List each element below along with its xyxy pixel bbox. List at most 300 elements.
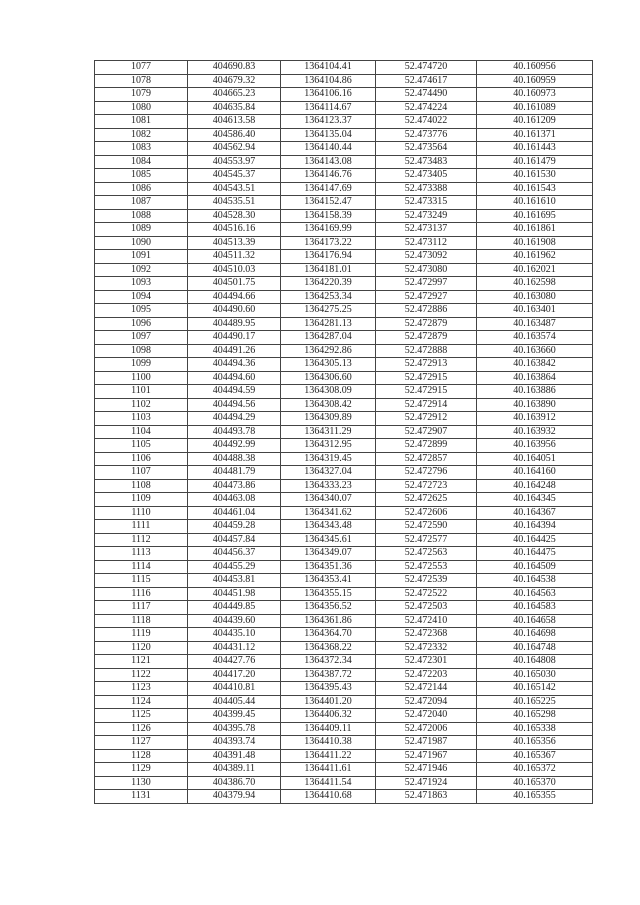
y-coordinate-cell: 1364406.32	[281, 709, 376, 723]
point-number-cell: 1115	[95, 574, 188, 588]
point-number-cell: 1088	[95, 209, 188, 223]
table-row	[95, 209, 593, 223]
table-row	[95, 655, 593, 669]
longitude-cell: 40.160956	[477, 61, 593, 75]
point-number-cell: 1128	[95, 749, 188, 763]
y-coordinate-cell: 1364169.99	[281, 223, 376, 237]
x-coordinate-cell: 404679.32	[188, 74, 281, 88]
latitude-cell: 52.472857	[376, 452, 477, 466]
table-row	[95, 88, 593, 102]
point-number-cell: 1112	[95, 533, 188, 547]
y-coordinate-cell: 1364106.16	[281, 88, 376, 102]
latitude-cell: 52.472997	[376, 277, 477, 291]
table-row	[95, 182, 593, 196]
x-coordinate-cell: 404494.36	[188, 358, 281, 372]
point-number-cell: 1126	[95, 722, 188, 736]
table-row	[95, 628, 593, 642]
point-number-cell: 1095	[95, 304, 188, 318]
latitude-cell: 52.472606	[376, 506, 477, 520]
latitude-cell: 52.474022	[376, 115, 477, 129]
x-coordinate-cell: 404405.44	[188, 695, 281, 709]
point-number-cell: 1105	[95, 439, 188, 453]
x-coordinate-cell: 404461.04	[188, 506, 281, 520]
table-row	[95, 155, 593, 169]
y-coordinate-cell: 1364327.04	[281, 466, 376, 480]
latitude-cell: 52.471987	[376, 736, 477, 750]
longitude-cell: 40.161610	[477, 196, 593, 210]
longitude-cell: 40.164509	[477, 560, 593, 574]
longitude-cell: 40.165225	[477, 695, 593, 709]
y-coordinate-cell: 1364176.94	[281, 250, 376, 264]
x-coordinate-cell: 404494.29	[188, 412, 281, 426]
table-row	[95, 722, 593, 736]
x-coordinate-cell: 404501.75	[188, 277, 281, 291]
longitude-cell: 40.163660	[477, 344, 593, 358]
table-row	[95, 371, 593, 385]
table-row	[95, 142, 593, 156]
y-coordinate-cell: 1364158.39	[281, 209, 376, 223]
longitude-cell: 40.164658	[477, 614, 593, 628]
latitude-cell: 52.472879	[376, 331, 477, 345]
latitude-cell: 52.474224	[376, 101, 477, 115]
x-coordinate-cell: 404435.10	[188, 628, 281, 642]
latitude-cell: 52.473112	[376, 236, 477, 250]
longitude-cell: 40.164475	[477, 547, 593, 561]
longitude-cell: 40.164051	[477, 452, 593, 466]
table-row	[95, 385, 593, 399]
table-row	[95, 763, 593, 777]
x-coordinate-cell: 404463.08	[188, 493, 281, 507]
longitude-cell: 40.160959	[477, 74, 593, 88]
longitude-cell: 40.161861	[477, 223, 593, 237]
longitude-cell: 40.161089	[477, 101, 593, 115]
longitude-cell: 40.163886	[477, 385, 593, 399]
y-coordinate-cell: 1364312.95	[281, 439, 376, 453]
table-row	[95, 196, 593, 210]
y-coordinate-cell: 1364410.68	[281, 790, 376, 804]
point-number-cell: 1099	[95, 358, 188, 372]
latitude-cell: 52.473388	[376, 182, 477, 196]
x-coordinate-cell: 404535.51	[188, 196, 281, 210]
x-coordinate-cell: 404488.38	[188, 452, 281, 466]
point-number-cell: 1086	[95, 182, 188, 196]
latitude-cell: 52.472886	[376, 304, 477, 318]
x-coordinate-cell: 404453.81	[188, 574, 281, 588]
point-number-cell: 1116	[95, 587, 188, 601]
x-coordinate-cell: 404516.16	[188, 223, 281, 237]
point-number-cell: 1106	[95, 452, 188, 466]
x-coordinate-cell: 404545.37	[188, 169, 281, 183]
point-number-cell: 1120	[95, 641, 188, 655]
x-coordinate-cell: 404492.99	[188, 439, 281, 453]
point-number-cell: 1104	[95, 425, 188, 439]
x-coordinate-cell: 404455.29	[188, 560, 281, 574]
table-row	[95, 493, 593, 507]
longitude-cell: 40.164748	[477, 641, 593, 655]
latitude-cell: 52.471924	[376, 776, 477, 790]
point-number-cell: 1091	[95, 250, 188, 264]
point-number-cell: 1101	[95, 385, 188, 399]
y-coordinate-cell: 1364146.76	[281, 169, 376, 183]
longitude-cell: 40.164394	[477, 520, 593, 534]
table-row	[95, 574, 593, 588]
table-row	[95, 304, 593, 318]
latitude-cell: 52.473249	[376, 209, 477, 223]
longitude-cell: 40.161479	[477, 155, 593, 169]
x-coordinate-cell: 404586.40	[188, 128, 281, 142]
latitude-cell: 52.474490	[376, 88, 477, 102]
longitude-cell: 40.165355	[477, 790, 593, 804]
point-number-cell: 1089	[95, 223, 188, 237]
point-number-cell: 1114	[95, 560, 188, 574]
y-coordinate-cell: 1364356.52	[281, 601, 376, 615]
longitude-cell: 40.164345	[477, 493, 593, 507]
latitude-cell: 52.474617	[376, 74, 477, 88]
table-row	[95, 533, 593, 547]
point-number-cell: 1121	[95, 655, 188, 669]
longitude-cell: 40.163864	[477, 371, 593, 385]
y-coordinate-cell: 1364104.86	[281, 74, 376, 88]
table-row	[95, 358, 593, 372]
y-coordinate-cell: 1364345.61	[281, 533, 376, 547]
x-coordinate-cell: 404459.28	[188, 520, 281, 534]
y-coordinate-cell: 1364343.48	[281, 520, 376, 534]
latitude-cell: 52.472553	[376, 560, 477, 574]
x-coordinate-cell: 404473.86	[188, 479, 281, 493]
point-number-cell: 1093	[95, 277, 188, 291]
x-coordinate-cell: 404431.12	[188, 641, 281, 655]
latitude-cell: 52.472094	[376, 695, 477, 709]
table-row	[95, 736, 593, 750]
latitude-cell: 52.473315	[376, 196, 477, 210]
point-number-cell: 1129	[95, 763, 188, 777]
longitude-cell: 40.164538	[477, 574, 593, 588]
longitude-cell: 40.161209	[477, 115, 593, 129]
y-coordinate-cell: 1364372.34	[281, 655, 376, 669]
table-row	[95, 169, 593, 183]
x-coordinate-cell: 404490.60	[188, 304, 281, 318]
y-coordinate-cell: 1364104.41	[281, 61, 376, 75]
longitude-cell: 40.161443	[477, 142, 593, 156]
y-coordinate-cell: 1364308.42	[281, 398, 376, 412]
latitude-cell: 52.472040	[376, 709, 477, 723]
table-row	[95, 479, 593, 493]
longitude-cell: 40.163912	[477, 412, 593, 426]
point-number-cell: 1096	[95, 317, 188, 331]
point-number-cell: 1081	[95, 115, 188, 129]
latitude-cell: 52.474720	[376, 61, 477, 75]
y-coordinate-cell: 1364140.44	[281, 142, 376, 156]
table-row	[95, 601, 593, 615]
y-coordinate-cell: 1364308.09	[281, 385, 376, 399]
latitude-cell: 52.473564	[376, 142, 477, 156]
table-row	[95, 776, 593, 790]
point-number-cell: 1084	[95, 155, 188, 169]
y-coordinate-cell: 1364135.04	[281, 128, 376, 142]
x-coordinate-cell: 404456.37	[188, 547, 281, 561]
y-coordinate-cell: 1364275.25	[281, 304, 376, 318]
point-number-cell: 1098	[95, 344, 188, 358]
longitude-cell: 40.163890	[477, 398, 593, 412]
longitude-cell: 40.164367	[477, 506, 593, 520]
latitude-cell: 52.472927	[376, 290, 477, 304]
longitude-cell: 40.162021	[477, 263, 593, 277]
table-row	[95, 668, 593, 682]
longitude-cell: 40.164563	[477, 587, 593, 601]
table-row	[95, 101, 593, 115]
table-row	[95, 560, 593, 574]
latitude-cell: 52.472879	[376, 317, 477, 331]
y-coordinate-cell: 1364364.70	[281, 628, 376, 642]
table-row	[95, 520, 593, 534]
y-coordinate-cell: 1364340.07	[281, 493, 376, 507]
point-number-cell: 1080	[95, 101, 188, 115]
y-coordinate-cell: 1364123.37	[281, 115, 376, 129]
latitude-cell: 52.472006	[376, 722, 477, 736]
y-coordinate-cell: 1364147.69	[281, 182, 376, 196]
x-coordinate-cell: 404451.98	[188, 587, 281, 601]
longitude-cell: 40.165338	[477, 722, 593, 736]
longitude-cell: 40.165356	[477, 736, 593, 750]
longitude-cell: 40.161530	[477, 169, 593, 183]
y-coordinate-cell: 1364311.29	[281, 425, 376, 439]
point-number-cell: 1109	[95, 493, 188, 507]
y-coordinate-cell: 1364287.04	[281, 331, 376, 345]
y-coordinate-cell: 1364333.23	[281, 479, 376, 493]
x-coordinate-cell: 404613.58	[188, 115, 281, 129]
point-number-cell: 1124	[95, 695, 188, 709]
longitude-cell: 40.161695	[477, 209, 593, 223]
x-coordinate-cell: 404417.20	[188, 668, 281, 682]
table-row	[95, 587, 593, 601]
point-number-cell: 1131	[95, 790, 188, 804]
point-number-cell: 1079	[95, 88, 188, 102]
table-row	[95, 790, 593, 804]
x-coordinate-cell: 404449.85	[188, 601, 281, 615]
x-coordinate-cell: 404481.79	[188, 466, 281, 480]
point-number-cell: 1118	[95, 614, 188, 628]
x-coordinate-cell: 404562.94	[188, 142, 281, 156]
x-coordinate-cell: 404490.17	[188, 331, 281, 345]
x-coordinate-cell: 404528.30	[188, 209, 281, 223]
x-coordinate-cell: 404393.74	[188, 736, 281, 750]
y-coordinate-cell: 1364319.45	[281, 452, 376, 466]
y-coordinate-cell: 1364114.67	[281, 101, 376, 115]
table-row	[95, 749, 593, 763]
point-number-cell: 1097	[95, 331, 188, 345]
longitude-cell: 40.164698	[477, 628, 593, 642]
longitude-cell: 40.164583	[477, 601, 593, 615]
latitude-cell: 52.473092	[376, 250, 477, 264]
point-number-cell: 1078	[95, 74, 188, 88]
y-coordinate-cell: 1364143.08	[281, 155, 376, 169]
longitude-cell: 40.163956	[477, 439, 593, 453]
longitude-cell: 40.161962	[477, 250, 593, 264]
table-row	[95, 317, 593, 331]
point-number-cell: 1090	[95, 236, 188, 250]
point-number-cell: 1125	[95, 709, 188, 723]
coordinates-table	[94, 60, 593, 804]
point-number-cell: 1119	[95, 628, 188, 642]
point-number-cell: 1130	[95, 776, 188, 790]
y-coordinate-cell: 1364361.86	[281, 614, 376, 628]
latitude-cell: 52.472625	[376, 493, 477, 507]
table-row	[95, 547, 593, 561]
x-coordinate-cell: 404494.66	[188, 290, 281, 304]
longitude-cell: 40.161543	[477, 182, 593, 196]
latitude-cell: 52.472914	[376, 398, 477, 412]
longitude-cell: 40.165367	[477, 749, 593, 763]
latitude-cell: 52.472915	[376, 385, 477, 399]
y-coordinate-cell: 1364253.34	[281, 290, 376, 304]
longitude-cell: 40.162598	[477, 277, 593, 291]
longitude-cell: 40.163932	[477, 425, 593, 439]
table-row	[95, 223, 593, 237]
point-number-cell: 1117	[95, 601, 188, 615]
longitude-cell: 40.164248	[477, 479, 593, 493]
latitude-cell: 52.472539	[376, 574, 477, 588]
x-coordinate-cell: 404494.60	[188, 371, 281, 385]
y-coordinate-cell: 1364220.39	[281, 277, 376, 291]
y-coordinate-cell: 1364353.41	[281, 574, 376, 588]
x-coordinate-cell: 404511.32	[188, 250, 281, 264]
longitude-cell: 40.165142	[477, 682, 593, 696]
table-row	[95, 695, 593, 709]
x-coordinate-cell: 404399.45	[188, 709, 281, 723]
latitude-cell: 52.473080	[376, 263, 477, 277]
point-number-cell: 1103	[95, 412, 188, 426]
x-coordinate-cell: 404665.23	[188, 88, 281, 102]
latitude-cell: 52.472899	[376, 439, 477, 453]
y-coordinate-cell: 1364401.20	[281, 695, 376, 709]
table-row	[95, 344, 593, 358]
table-row	[95, 61, 593, 75]
longitude-cell: 40.165298	[477, 709, 593, 723]
x-coordinate-cell: 404427.76	[188, 655, 281, 669]
latitude-cell: 52.472410	[376, 614, 477, 628]
point-number-cell: 1108	[95, 479, 188, 493]
latitude-cell: 52.472522	[376, 587, 477, 601]
y-coordinate-cell: 1364181.01	[281, 263, 376, 277]
y-coordinate-cell: 1364351.36	[281, 560, 376, 574]
point-number-cell: 1092	[95, 263, 188, 277]
table-row	[95, 115, 593, 129]
latitude-cell: 52.473137	[376, 223, 477, 237]
x-coordinate-cell: 404386.70	[188, 776, 281, 790]
point-number-cell: 1094	[95, 290, 188, 304]
point-number-cell: 1110	[95, 506, 188, 520]
y-coordinate-cell: 1364306.60	[281, 371, 376, 385]
y-coordinate-cell: 1364173.22	[281, 236, 376, 250]
latitude-cell: 52.472907	[376, 425, 477, 439]
y-coordinate-cell: 1364411.61	[281, 763, 376, 777]
table-row	[95, 614, 593, 628]
longitude-cell: 40.161371	[477, 128, 593, 142]
y-coordinate-cell: 1364355.15	[281, 587, 376, 601]
latitude-cell: 52.472577	[376, 533, 477, 547]
x-coordinate-cell: 404379.94	[188, 790, 281, 804]
point-number-cell: 1083	[95, 142, 188, 156]
x-coordinate-cell: 404491.26	[188, 344, 281, 358]
y-coordinate-cell: 1364292.86	[281, 344, 376, 358]
latitude-cell: 52.472301	[376, 655, 477, 669]
x-coordinate-cell: 404510.03	[188, 263, 281, 277]
table-row	[95, 425, 593, 439]
y-coordinate-cell: 1364309.89	[281, 412, 376, 426]
y-coordinate-cell: 1364395.43	[281, 682, 376, 696]
longitude-cell: 40.163842	[477, 358, 593, 372]
point-number-cell: 1085	[95, 169, 188, 183]
longitude-cell: 40.165370	[477, 776, 593, 790]
latitude-cell: 52.472563	[376, 547, 477, 561]
x-coordinate-cell: 404513.39	[188, 236, 281, 250]
longitude-cell: 40.160973	[477, 88, 593, 102]
latitude-cell: 52.472912	[376, 412, 477, 426]
longitude-cell: 40.163574	[477, 331, 593, 345]
latitude-cell: 52.472723	[376, 479, 477, 493]
y-coordinate-cell: 1364387.72	[281, 668, 376, 682]
longitude-cell: 40.165372	[477, 763, 593, 777]
table-row	[95, 682, 593, 696]
point-number-cell: 1102	[95, 398, 188, 412]
point-number-cell: 1111	[95, 520, 188, 534]
y-coordinate-cell: 1364410.38	[281, 736, 376, 750]
y-coordinate-cell: 1364409.11	[281, 722, 376, 736]
x-coordinate-cell: 404395.78	[188, 722, 281, 736]
y-coordinate-cell: 1364152.47	[281, 196, 376, 210]
y-coordinate-cell: 1364349.07	[281, 547, 376, 561]
point-number-cell: 1077	[95, 61, 188, 75]
x-coordinate-cell: 404457.84	[188, 533, 281, 547]
point-number-cell: 1107	[95, 466, 188, 480]
x-coordinate-cell: 404543.51	[188, 182, 281, 196]
table-row	[95, 331, 593, 345]
table-row	[95, 263, 593, 277]
table-row	[95, 506, 593, 520]
latitude-cell: 52.473776	[376, 128, 477, 142]
x-coordinate-cell: 404494.59	[188, 385, 281, 399]
table-row	[95, 466, 593, 480]
x-coordinate-cell: 404391.48	[188, 749, 281, 763]
longitude-cell: 40.165030	[477, 668, 593, 682]
longitude-cell: 40.163401	[477, 304, 593, 318]
x-coordinate-cell: 404489.95	[188, 317, 281, 331]
latitude-cell: 52.472368	[376, 628, 477, 642]
point-number-cell: 1087	[95, 196, 188, 210]
table-row	[95, 236, 593, 250]
table-row	[95, 128, 593, 142]
longitude-cell: 40.164808	[477, 655, 593, 669]
table-row	[95, 439, 593, 453]
latitude-cell: 52.472332	[376, 641, 477, 655]
point-number-cell: 1082	[95, 128, 188, 142]
longitude-cell: 40.164425	[477, 533, 593, 547]
x-coordinate-cell: 404493.78	[188, 425, 281, 439]
longitude-cell: 40.163080	[477, 290, 593, 304]
x-coordinate-cell: 404389.11	[188, 763, 281, 777]
x-coordinate-cell: 404553.97	[188, 155, 281, 169]
table-row	[95, 277, 593, 291]
y-coordinate-cell: 1364281.13	[281, 317, 376, 331]
latitude-cell: 52.473405	[376, 169, 477, 183]
table-row	[95, 412, 593, 426]
y-coordinate-cell: 1364341.62	[281, 506, 376, 520]
y-coordinate-cell: 1364411.54	[281, 776, 376, 790]
table-row	[95, 452, 593, 466]
latitude-cell: 52.472144	[376, 682, 477, 696]
y-coordinate-cell: 1364368.22	[281, 641, 376, 655]
x-coordinate-cell: 404439.60	[188, 614, 281, 628]
